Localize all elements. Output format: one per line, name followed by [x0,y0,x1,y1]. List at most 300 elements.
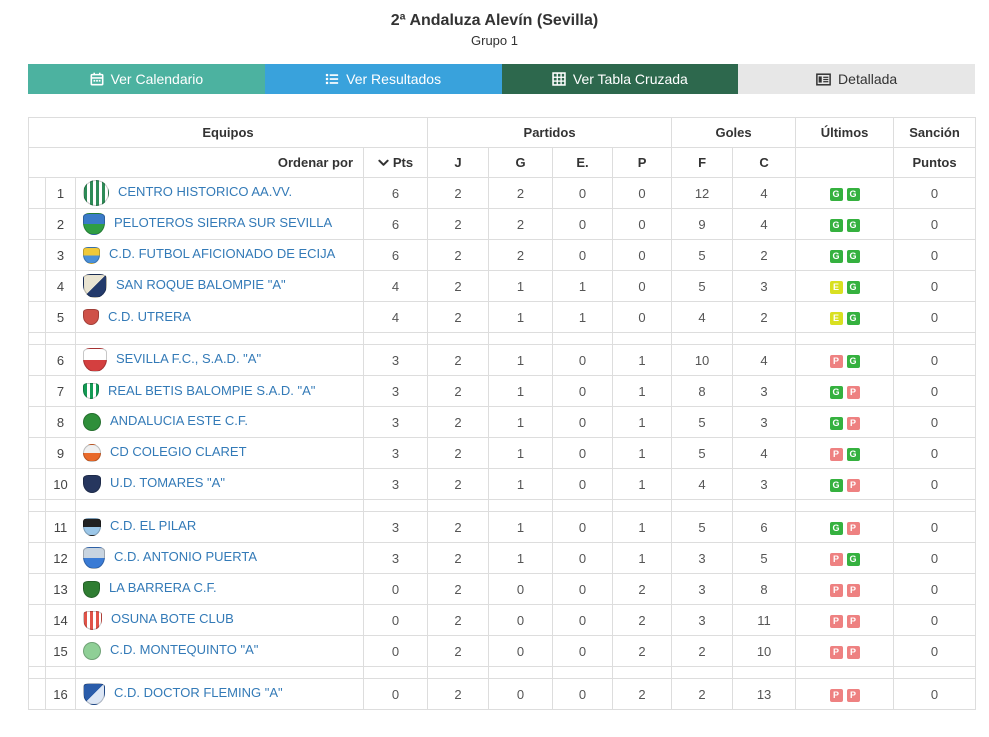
separator-cell [46,333,76,345]
separator-cell [613,667,672,679]
table-row [29,636,976,667]
stat-p: 0 [613,178,672,209]
page-subtitle: Grupo 1 [471,33,518,48]
last-results-cell [796,178,894,209]
sanction-points: 0 [894,271,976,302]
table-row [29,543,976,574]
separator-cell [364,333,428,345]
header-f[interactable]: F [672,148,733,178]
result-badge-g: G [830,250,843,263]
result-badge-p: P [830,584,843,597]
stat-j: 2 [428,512,489,543]
stat-f: 9 [672,209,733,240]
separator-cell [364,667,428,679]
result-badge-p: P [830,646,843,659]
tab-label: Detallada [838,71,898,87]
last-results-cell [796,512,894,543]
team-position: 6 [46,345,76,376]
result-badge-g: G [830,386,843,399]
stat-j: 2 [428,271,489,302]
separator-cell [733,667,796,679]
stat-g: 2 [489,178,553,209]
separator-cell [428,667,489,679]
stat-c: 4 [733,345,796,376]
stat-g: 1 [489,302,553,333]
header-c[interactable]: C [733,148,796,178]
stat-p: 2 [613,605,672,636]
sub-header-row [29,148,976,178]
team-crest-icon [83,309,99,325]
stat-e: 0 [553,636,613,667]
separator-cell [796,667,894,679]
separator-cell [613,500,672,512]
stat-f: 5 [672,407,733,438]
team-position: 5 [46,302,76,333]
stat-p: 1 [613,469,672,500]
team-cell [76,469,364,500]
team-cell [76,438,364,469]
table-row [29,512,976,543]
row-spacer [29,574,46,605]
stat-e: 0 [553,345,613,376]
team-crest-icon [83,642,101,660]
team-position: 16 [46,679,76,710]
stat-g: 2 [489,209,553,240]
stat-pts: 6 [364,178,428,209]
stat-c: 2 [733,240,796,271]
tab-ver-tabla-cruzada[interactable] [502,64,739,94]
table-row [29,178,976,209]
sanction-points: 0 [894,407,976,438]
tab-ver-calendario[interactable] [28,64,265,94]
chevron-down-icon [378,155,389,170]
separator-cell [428,333,489,345]
separator-cell [489,500,553,512]
tab-label: Ver Resultados [346,71,442,87]
last-results-cell [796,240,894,271]
separator-cell [29,333,46,345]
team-cell [76,512,364,543]
sanction-points: 0 [894,543,976,574]
team-cell [76,636,364,667]
team-link[interactable]: SAN ROQUE BALOMPIE "A" [116,277,286,293]
result-badge-p: P [830,355,843,368]
stat-p: 1 [613,543,672,574]
row-spacer [29,302,46,333]
stat-f: 5 [672,438,733,469]
stat-pts: 0 [364,574,428,605]
table-row [29,240,976,271]
team-cell [76,543,364,574]
sanction-points: 0 [894,345,976,376]
stat-j: 2 [428,345,489,376]
result-badge-g: G [830,219,843,232]
sanction-points: 0 [894,469,976,500]
separator-cell [553,667,613,679]
result-badge-p: P [830,553,843,566]
stat-pts: 3 [364,345,428,376]
stat-p: 1 [613,345,672,376]
row-spacer [29,636,46,667]
team-link[interactable]: C.D. EL PILAR [110,518,197,534]
row-spacer [29,178,46,209]
table-row [29,469,976,500]
stat-j: 2 [428,543,489,574]
stat-j: 2 [428,469,489,500]
result-badge-g: G [847,448,860,461]
sort-pts-header[interactable] [364,148,428,178]
stat-f: 3 [672,605,733,636]
detail-list-icon [816,73,831,86]
separator-cell [796,333,894,345]
result-badge-p: P [847,386,860,399]
last-results-cell [796,543,894,574]
stat-f: 4 [672,302,733,333]
team-crest-icon [83,518,101,536]
header-ultimos-empty [796,148,894,178]
result-badge-e: E [830,312,843,325]
result-badge-p: P [830,615,843,628]
team-link[interactable]: CD COLEGIO CLARET [110,444,247,460]
stat-e: 0 [553,178,613,209]
team-position: 7 [46,376,76,407]
standings-body [29,178,976,710]
team-cell [76,407,364,438]
separator-cell [489,333,553,345]
stat-j: 2 [428,574,489,605]
separator-cell [364,500,428,512]
tab-ver-resultados[interactable] [265,64,502,94]
stat-c: 3 [733,469,796,500]
result-badge-g: G [847,250,860,263]
stat-g: 0 [489,679,553,710]
standings-header [29,118,976,178]
row-spacer [29,605,46,636]
tab-bar [28,64,975,94]
stat-g: 0 [489,636,553,667]
table-row [29,605,976,636]
team-crest-icon [83,274,107,298]
result-badge-p: P [847,479,860,492]
sanction-points: 0 [894,178,976,209]
stat-f: 12 [672,178,733,209]
stat-pts: 0 [364,636,428,667]
stat-c: 4 [733,178,796,209]
team-link[interactable]: LA BARRERA C.F. [109,580,217,596]
sanction-points: 0 [894,512,976,543]
stat-f: 8 [672,376,733,407]
team-cell [76,178,364,209]
stat-f: 5 [672,271,733,302]
stat-f: 2 [672,636,733,667]
stat-c: 2 [733,302,796,333]
header-p[interactable]: P [613,148,672,178]
table-row [29,574,976,605]
standings-table [28,117,976,710]
sanction-points: 0 [894,209,976,240]
separator-cell [76,500,364,512]
team-cell [76,574,364,605]
table-row [29,376,976,407]
header-ultimos: Últimos [796,118,894,148]
header-e[interactable]: E. [553,148,613,178]
last-results-cell [796,438,894,469]
result-badge-p: P [847,584,860,597]
stat-p: 2 [613,679,672,710]
header-j[interactable]: J [428,148,489,178]
table-row [29,407,976,438]
table-grid-icon [552,72,566,86]
sanction-points: 0 [894,605,976,636]
header-partidos: Partidos [428,118,672,148]
stat-c: 8 [733,574,796,605]
stat-e: 0 [553,438,613,469]
result-badge-p: P [830,689,843,702]
team-position: 4 [46,271,76,302]
stat-j: 2 [428,679,489,710]
team-link[interactable]: C.D. ANTONIO PUERTA [114,549,258,565]
stat-e: 0 [553,679,613,710]
table-row [29,438,976,469]
separator-cell [489,667,553,679]
result-badge-p: P [847,417,860,430]
stat-e: 0 [553,240,613,271]
table-row [29,209,976,240]
team-link[interactable]: ANDALUCIA ESTE C.F. [110,413,248,429]
separator-cell [553,333,613,345]
row-spacer [29,512,46,543]
team-crest-icon [83,213,105,235]
table-row [29,271,976,302]
team-position: 8 [46,407,76,438]
stat-p: 1 [613,438,672,469]
stat-p: 2 [613,636,672,667]
stat-p: 1 [613,512,672,543]
stat-j: 2 [428,376,489,407]
last-results-cell [796,679,894,710]
stat-g: 1 [489,376,553,407]
stat-j: 2 [428,605,489,636]
result-badge-p: P [830,448,843,461]
stat-pts: 6 [364,240,428,271]
sanction-points: 0 [894,574,976,605]
stat-c: 11 [733,605,796,636]
last-results-cell [796,574,894,605]
calendar-icon [90,72,104,86]
table-row [29,679,976,710]
stat-p: 0 [613,302,672,333]
table-row [29,345,976,376]
team-link[interactable]: OSUNA BOTE CLUB [111,611,234,627]
result-badge-p: P [847,646,860,659]
separator-cell [796,500,894,512]
result-badge-g: G [847,188,860,201]
team-link[interactable]: C.D. UTRERA [108,308,192,324]
stat-g: 2 [489,240,553,271]
stat-j: 2 [428,636,489,667]
team-crest-icon [83,413,101,431]
team-link[interactable]: U.D. TOMARES "A" [110,475,225,491]
stat-c: 3 [733,271,796,302]
team-cell [76,345,364,376]
stat-p: 0 [613,271,672,302]
team-link[interactable]: C.D. MONTEQUINTO "A" [110,642,259,658]
row-spacer [29,469,46,500]
stat-p: 0 [613,240,672,271]
team-position: 15 [46,636,76,667]
stat-pts: 3 [364,438,428,469]
team-position: 2 [46,209,76,240]
last-results-cell [796,271,894,302]
separator-row [29,333,976,345]
stat-j: 2 [428,178,489,209]
row-spacer [29,345,46,376]
stat-e: 0 [553,407,613,438]
team-link[interactable]: PELOTEROS SIERRA SUR SEVILLA [114,215,333,231]
stat-g: 1 [489,543,553,574]
team-position: 14 [46,605,76,636]
stat-f: 3 [672,543,733,574]
stat-j: 2 [428,240,489,271]
stat-c: 3 [733,407,796,438]
stat-j: 2 [428,407,489,438]
row-spacer [29,438,46,469]
stat-j: 2 [428,438,489,469]
team-link[interactable]: CENTRO HISTORICO AA.VV. [118,184,293,200]
stat-pts: 6 [364,209,428,240]
row-spacer [29,240,46,271]
stat-pts: 0 [364,605,428,636]
team-position: 3 [46,240,76,271]
team-crest-icon [83,444,101,462]
team-link[interactable]: C.D. FUTBOL AFICIONADO DE ECIJA [109,246,336,262]
stat-g: 1 [489,345,553,376]
team-link[interactable]: REAL BETIS BALOMPIE S.A.D. "A" [108,382,316,398]
result-badge-g: G [847,553,860,566]
stat-f: 5 [672,512,733,543]
stat-pts: 3 [364,469,428,500]
stat-c: 6 [733,512,796,543]
result-badge-g: G [847,219,860,232]
team-crest-icon [83,475,101,493]
stat-e: 0 [553,469,613,500]
result-badge-g: G [830,522,843,535]
list-icon [325,72,339,86]
tab-detallada[interactable] [738,64,975,94]
team-crest-icon [83,547,105,569]
separator-cell [613,333,672,345]
team-link[interactable]: SEVILLA F.C., S.A.D. "A" [116,351,262,367]
result-badge-p: P [847,615,860,628]
row-spacer [29,376,46,407]
sanction-points: 0 [894,438,976,469]
stat-p: 1 [613,376,672,407]
stat-f: 4 [672,469,733,500]
result-badge-e: E [830,281,843,294]
team-position: 9 [46,438,76,469]
stat-c: 4 [733,209,796,240]
stat-g: 1 [489,512,553,543]
separator-row [29,667,976,679]
result-badge-g: G [830,479,843,492]
result-badge-p: P [847,689,860,702]
separator-cell [672,500,733,512]
last-results-cell [796,209,894,240]
separator-cell [46,500,76,512]
stat-e: 0 [553,209,613,240]
team-cell [76,240,364,271]
stat-f: 2 [672,679,733,710]
separator-cell [894,333,976,345]
stat-c: 13 [733,679,796,710]
stat-g: 1 [489,469,553,500]
result-badge-g: G [847,355,860,368]
stat-pts: 4 [364,271,428,302]
stat-c: 4 [733,438,796,469]
row-spacer [29,407,46,438]
separator-cell [672,667,733,679]
row-spacer [29,271,46,302]
header-g[interactable]: G [489,148,553,178]
last-results-cell [796,345,894,376]
team-crest-icon [83,348,107,372]
sanction-points: 0 [894,240,976,271]
separator-cell [76,333,364,345]
separator-cell [894,667,976,679]
team-crest-icon [83,683,105,705]
stat-e: 0 [553,605,613,636]
stat-j: 2 [428,302,489,333]
separator-cell [76,667,364,679]
result-badge-g: G [847,281,860,294]
stat-j: 2 [428,209,489,240]
stat-pts: 3 [364,407,428,438]
last-results-cell [796,605,894,636]
header-equipos: Equipos [29,118,428,148]
stat-pts: 3 [364,512,428,543]
separator-cell [672,333,733,345]
sanction-points: 0 [894,376,976,407]
stat-pts: 0 [364,679,428,710]
tab-label: Ver Tabla Cruzada [572,71,688,87]
separator-cell [733,500,796,512]
last-results-cell [796,407,894,438]
stat-c: 10 [733,636,796,667]
stat-pts: 4 [364,302,428,333]
team-cell [76,209,364,240]
sanction-points: 0 [894,302,976,333]
stat-f: 5 [672,240,733,271]
stat-e: 0 [553,543,613,574]
separator-row [29,500,976,512]
separator-cell [733,333,796,345]
stat-g: 1 [489,438,553,469]
team-crest-icon [83,180,109,206]
result-badge-g: G [847,312,860,325]
team-position: 11 [46,512,76,543]
result-badge-g: G [830,417,843,430]
team-cell [76,302,364,333]
header-goles: Goles [672,118,796,148]
row-spacer [29,543,46,574]
stat-c: 3 [733,376,796,407]
result-badge-p: P [847,522,860,535]
stat-f: 10 [672,345,733,376]
team-crest-icon [83,247,100,264]
separator-cell [553,500,613,512]
team-cell [76,376,364,407]
team-link[interactable]: C.D. DOCTOR FLEMING "A" [114,685,283,701]
